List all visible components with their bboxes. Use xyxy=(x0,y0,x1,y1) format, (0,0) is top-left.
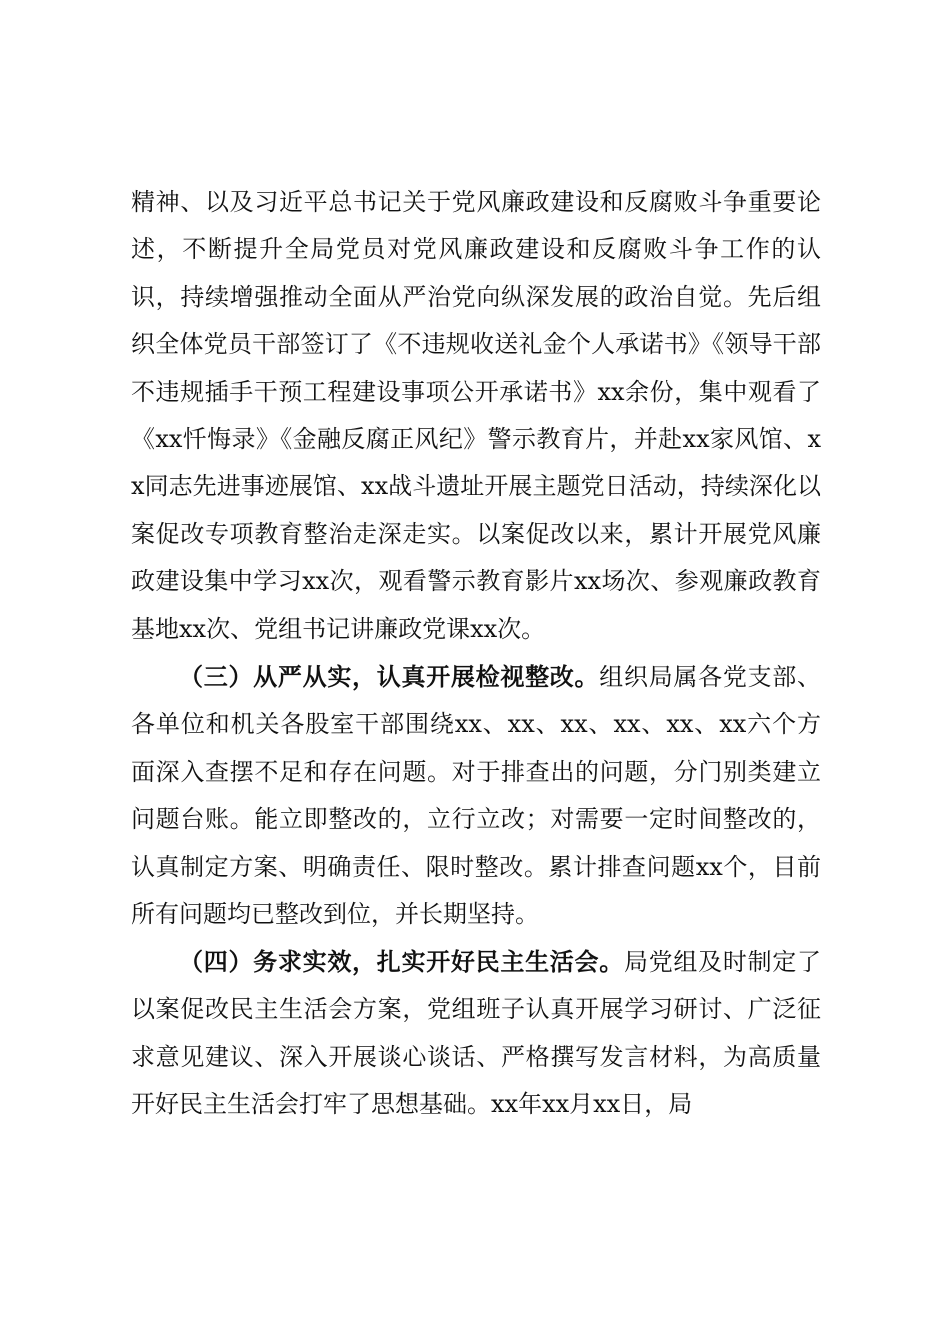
paragraph-section-4 xyxy=(131,938,821,1129)
paragraph-text: 局党组及时制定了以案促改民主生活会方案，党组班子认真开展学习研讨、广泛征求意见建议、深入开展谈心谈话、严格撰写发言材料，为高质量开好民主生活会打牢了思想基础。xx年xx月xx日，局 xyxy=(131,948,822,1119)
paragraph-section-3 xyxy=(131,653,821,938)
section-heading: （四）务求实效，扎实开好民主生活会。 xyxy=(179,947,624,976)
paragraph-continued xyxy=(131,179,821,653)
paragraph-text: 精神、以及习近平总书记关于党风廉政建设和反腐败斗争重要论述，不断提升全局党员对党风廉政建设和反腐败斗争工作的认识，持续增强推动全面从严治党向纵深发展的政治自觉。先后组织全体党员干部签订了《不违规收送礼金个人承诺书》《领导干部不违规插手干预工程建设事项公开承诺书》xx余份，集中观看了《xx忏悔录》《金融反腐正风纪》警示教育片，并赴xx家风馆、xx同志先进事迹展馆、xx战斗遗址开展主题党日活动，持续深化以案促改专项教育整治走深走实。以案促改以来，累计开展党风廉政建设集中学习xx次，观看警示教育影片xx场次、参观廉政教育基地xx次、党组书记讲廉政党课xx次。 xyxy=(131,188,821,643)
section-heading: （三）从严从实，认真开展检视整改。 xyxy=(179,662,600,691)
paragraph-text: 组织局属各党支部、各单位和机关各股室干部围绕xx、xx、xx、xx、xx、xx六个方面深入查摆不足和存在问题。对于排查出的问题，分门别类建立问题台账。能立即整改的，立行立改；对需要一定时间整改的，认真制定方案、明确责任、限时整改。累计排查问题xx个，目前所有问题均已整改到位，并长期坚持。 xyxy=(131,663,822,929)
document-body xyxy=(131,179,821,1129)
